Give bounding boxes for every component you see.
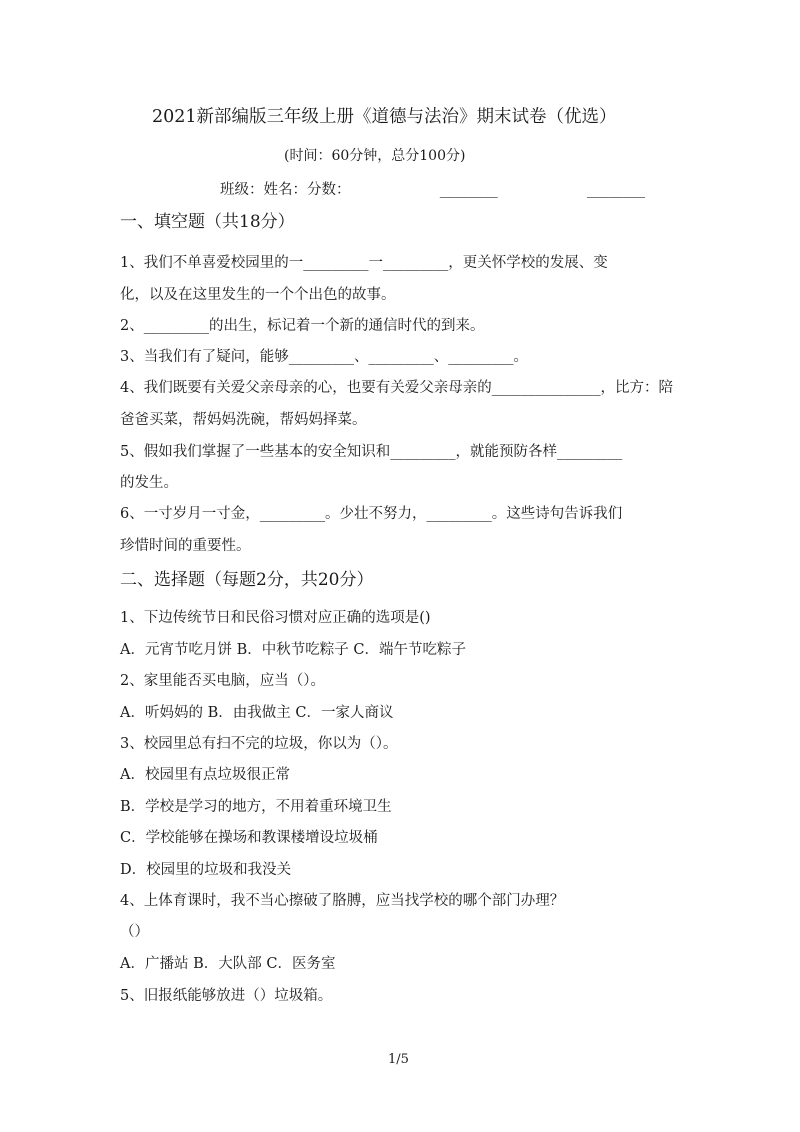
choice-line: 1、下边传统节日和民俗习惯对应正确的选项是() [120,610,431,626]
choice-line: 5、旧报纸能够放进（）垃圾箱。 [120,988,333,1004]
section-1-title: 一、填空题（共18分） [120,212,295,232]
choice-line: 2、家里能否买电脑，应当（）。 [120,673,325,689]
section-2-title: 二、选择题（每题2分，共20分） [120,570,374,590]
info-blank-1: ________ [439,182,498,198]
info-label: 班级：姓名：分数： [220,182,351,198]
choice-line: （） [120,924,149,940]
fill-line: 1、我们不单喜爱校园里的一_________一_________，更关怀学校的发展、变 [120,255,608,271]
page-title: 2021新部编版三年级上册《道德与法治》期末试卷（优选） [152,107,617,127]
fill-line: 2、_________的出生，标记着一个新的通信时代的到来。 [120,318,485,334]
fill-line: 珍惜时间的重要性。 [120,538,251,554]
choice-line: A．元宵节吃月饼 B．中秋节吃粽子 C．端午节吃粽子 [120,642,466,658]
choice-line: A．校园里有点垃圾很正常 [120,767,290,783]
fill-line: 的发生。 [120,475,178,491]
fill-line: 5、假如我们掌握了一些基本的安全知识和_________，就能预防各样_________ [120,444,623,460]
choice-line: D．校园里的垃圾和我没关 [120,862,292,878]
choice-line: 4、上体育课时，我不当心擦破了胳膊，应当找学校的哪个部门办理？ [120,893,565,909]
choice-line: C．学校能够在操场和教课楼增设垃圾桶 [120,830,378,846]
fill-line: 4、我们既要有关爱父亲母亲的心，也要有关爱父亲母亲的_______________，比方：陪 [120,380,673,396]
fill-line: 化，以及在这里发生的一个个出色的故事。 [120,287,396,303]
choice-line: A．广播站 B．大队部 C．医务室 [120,956,336,972]
fill-line: 3、当我们有了疑问，能够_________、_________、_________。 [120,349,528,365]
choice-line: A．听妈妈的 B．由我做主 C．一家人商议 [120,705,394,721]
fill-line: 6、一寸岁月一寸金，_________。少壮不努力，_________。这些诗句告诉我们 [120,506,623,522]
fill-line: 爸爸买菜，帮妈妈洗碗，帮妈妈择菜。 [120,412,367,428]
choice-line: 3、校园里总有扫不完的垃圾，你以为（）。 [120,736,398,752]
page-number: 1/5 [388,1052,409,1067]
info-blank-2: ________ [586,182,645,198]
choice-line: B．学校是学习的地方，不用着重环境卫生 [120,799,392,815]
exam-time-subtitle: (时间：60分钟，总分100分) [284,148,466,164]
student-info-line [220,180,645,200]
